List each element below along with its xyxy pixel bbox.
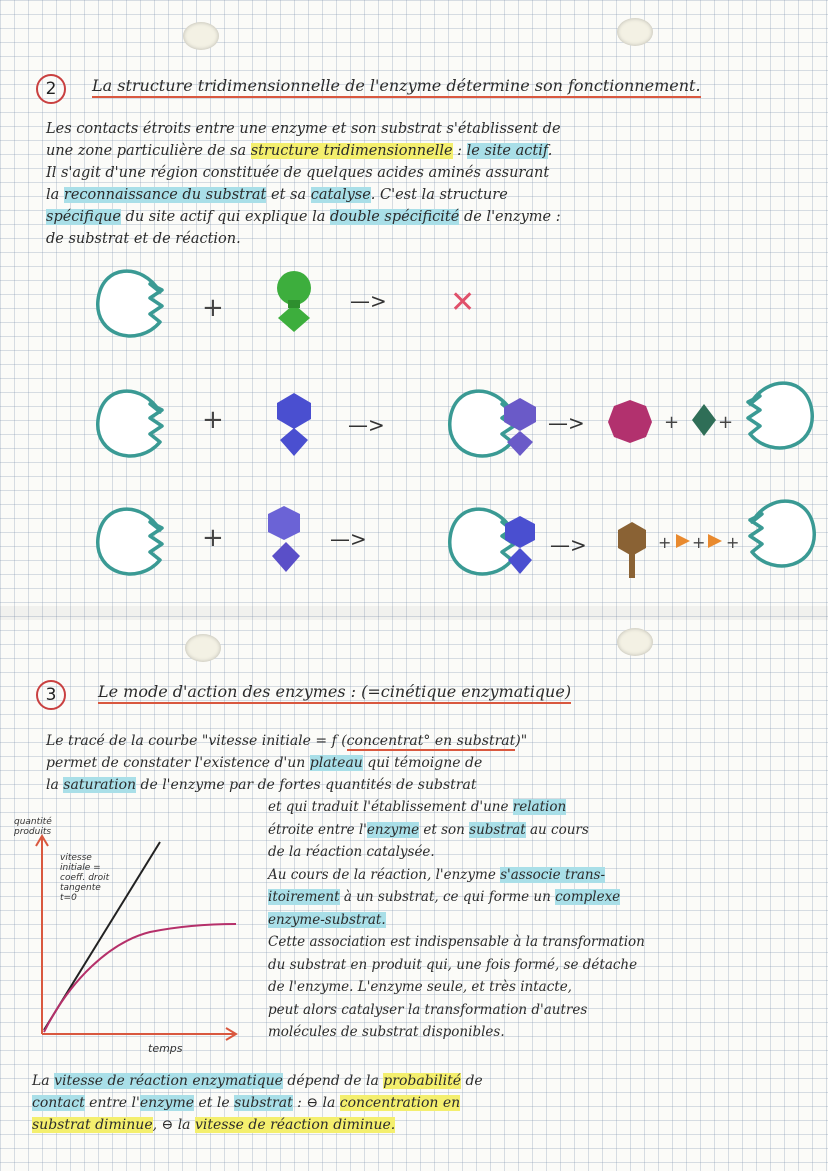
blue-substrate [277, 393, 311, 456]
highlight-enzyme: enzyme [139, 1095, 195, 1111]
line [46, 730, 527, 752]
line: du substrat en produit qui, une fois formé, se détache [268, 956, 638, 973]
text: La [32, 1073, 55, 1089]
text: Au cours de la réaction, l'enzyme [268, 866, 501, 883]
highlight-enzyme-substrat: enzyme-substrat. [268, 911, 386, 928]
tangent-note: vitesse [60, 853, 92, 863]
highlight-probabilite: probabilité [383, 1073, 461, 1089]
highlight-itoirement: itoirement [268, 889, 340, 905]
highlight-relation: relation [512, 799, 567, 815]
text: de l'enzyme : [459, 209, 561, 225]
green-substrate [277, 271, 311, 332]
highlight-associe: s'associe trans- [500, 866, 606, 883]
enzyme-shape-row3 [98, 509, 162, 574]
line: Cette association est indispensable à la transformation [268, 934, 645, 950]
enzyme-shape-row2 [98, 391, 162, 456]
plus-sign: + [718, 412, 734, 433]
line [32, 1092, 483, 1114]
highlight-substrat: substrat [234, 1095, 293, 1111]
line: Les contacts étroits entre une enzyme et son substrat s'établissent de [46, 121, 561, 137]
plus-sign: + [202, 523, 224, 553]
reaction-arrow: —> [348, 413, 385, 437]
text: Le tracé de la courbe "vitesse initiale = f ( [46, 733, 347, 749]
highlight-vitesse-diminue: vitesse de réaction diminue. [194, 1117, 396, 1133]
line: peut alors catalyser la transformation d'autres [268, 1001, 588, 1018]
darkgreen-product [692, 404, 716, 436]
enzyme-released-row2 [748, 383, 812, 448]
orange-product [708, 534, 722, 548]
highlight-double-specificite: double spécificité [329, 209, 460, 225]
reaction-arrow: —> [550, 533, 587, 557]
text: et le [194, 1095, 235, 1111]
text: du site actif qui explique la [120, 209, 330, 225]
purple-substrate [268, 506, 300, 572]
enzyme-substrate-complex-row2 [450, 391, 536, 456]
enzyme-released-row3 [750, 501, 814, 566]
x-axis-label: temps [148, 1042, 183, 1055]
text: une zone particulière de sa [46, 143, 251, 159]
reaction-arrow: —> [548, 411, 585, 435]
plus-sign: + [726, 533, 740, 552]
text: et qui traduit l'établissement d'une [268, 799, 513, 815]
text: , ⊖ la [152, 1117, 195, 1133]
highlight-site-actif: le site actif [466, 143, 548, 159]
text: qui témoigne de [362, 755, 483, 771]
tangent-note: coeff. droit [60, 873, 110, 883]
line [32, 1070, 483, 1092]
line [268, 819, 645, 842]
line: molécules de substrat disponibles. [268, 1024, 505, 1040]
text: la [46, 777, 64, 793]
highlight-concentration: concentration en [339, 1095, 461, 1111]
highlight-vitesse-reaction: vitesse de réaction enzymatique [54, 1073, 283, 1089]
text: à un substrat, ce qui forme un [339, 889, 556, 905]
section-2-title: La structure tridimensionnelle de l'enzyme détermine son fonctionnement. [92, 76, 701, 98]
line [268, 796, 645, 819]
text: la [46, 187, 64, 203]
highlight-substrat-diminue: substrat diminue [32, 1117, 153, 1133]
reaction-arrow: —> [350, 289, 387, 313]
text: : [452, 143, 467, 159]
highlight-contact: contact [32, 1095, 85, 1111]
line [46, 752, 527, 774]
text: de [461, 1073, 483, 1089]
product-curve [44, 924, 236, 1032]
line: de la réaction catalysée. [268, 844, 435, 860]
highlight-specifique: spécifique [46, 209, 121, 225]
section-3-paragraph-right [268, 796, 645, 1044]
reaction-arrow: —> [330, 527, 367, 551]
section-2-number: 2 [36, 74, 66, 104]
text: . [547, 143, 553, 159]
highlight-reconnaissance: reconnaissance du substrat [63, 187, 267, 203]
tangent-note: initiale = [60, 863, 101, 873]
text: de l'enzyme par de fortes quantités de substrat [136, 777, 477, 793]
line: Il s'agit d'une région constituée de quelques acides aminés assurant [46, 165, 550, 181]
section-3-title: Le mode d'action des enzymes : (=cinétique enzymatique) [98, 682, 571, 704]
text: au cours [525, 821, 589, 838]
plus-sign: + [664, 412, 680, 433]
highlight-enzyme: enzyme [366, 821, 420, 838]
highlight-catalyse: catalyse [310, 187, 371, 203]
text: et sa [266, 187, 311, 203]
text: étroite entre l' [268, 821, 367, 838]
section-3-number: 3 [36, 680, 66, 710]
y-axis-label: quantité [14, 817, 52, 827]
line [46, 774, 527, 796]
line [268, 886, 645, 909]
plus-sign: + [658, 533, 672, 552]
highlight-saturation: saturation [63, 777, 137, 793]
section-3-paragraph-top [46, 730, 527, 796]
enzyme-substrate-complex-row3 [450, 509, 535, 574]
section-3-conclusion [32, 1070, 483, 1136]
text: et son [419, 821, 470, 838]
highlight-structure: structure tridimensionnelle [250, 143, 453, 159]
text: . C'est la structure [370, 187, 508, 203]
text: permet de constater l'existence d'un [46, 755, 310, 771]
text: : ⊖ la [292, 1095, 340, 1111]
enzyme-shape-row1 [98, 271, 162, 336]
highlight-plateau: plateau [309, 755, 363, 771]
kinetics-graph [13, 816, 236, 1055]
no-reaction-cross-icon: ✕ [450, 285, 476, 320]
y-axis-label: produits [14, 827, 52, 837]
tangent-note: tangente [60, 883, 101, 893]
line [268, 864, 645, 887]
highlight-complexe: complexe [555, 889, 621, 905]
line [32, 1114, 483, 1136]
line [268, 909, 645, 932]
plus-sign: + [202, 293, 224, 323]
orange-product [676, 534, 690, 548]
line: de l'enzyme. L'enzyme seule, et très intacte, [268, 979, 572, 995]
line: de substrat et de réaction. [46, 231, 241, 247]
text: )" [515, 733, 528, 749]
text: dépend de la [282, 1073, 384, 1089]
underline-concentration: concentrat° en substrat [346, 733, 516, 749]
highlight-substrat: substrat [469, 821, 526, 838]
magenta-product [608, 400, 652, 443]
brown-product [618, 522, 646, 578]
tangent-note: t=0 [60, 893, 77, 903]
text: entre l' [84, 1095, 140, 1111]
plus-sign: + [202, 405, 224, 435]
plus-sign: + [692, 533, 706, 552]
